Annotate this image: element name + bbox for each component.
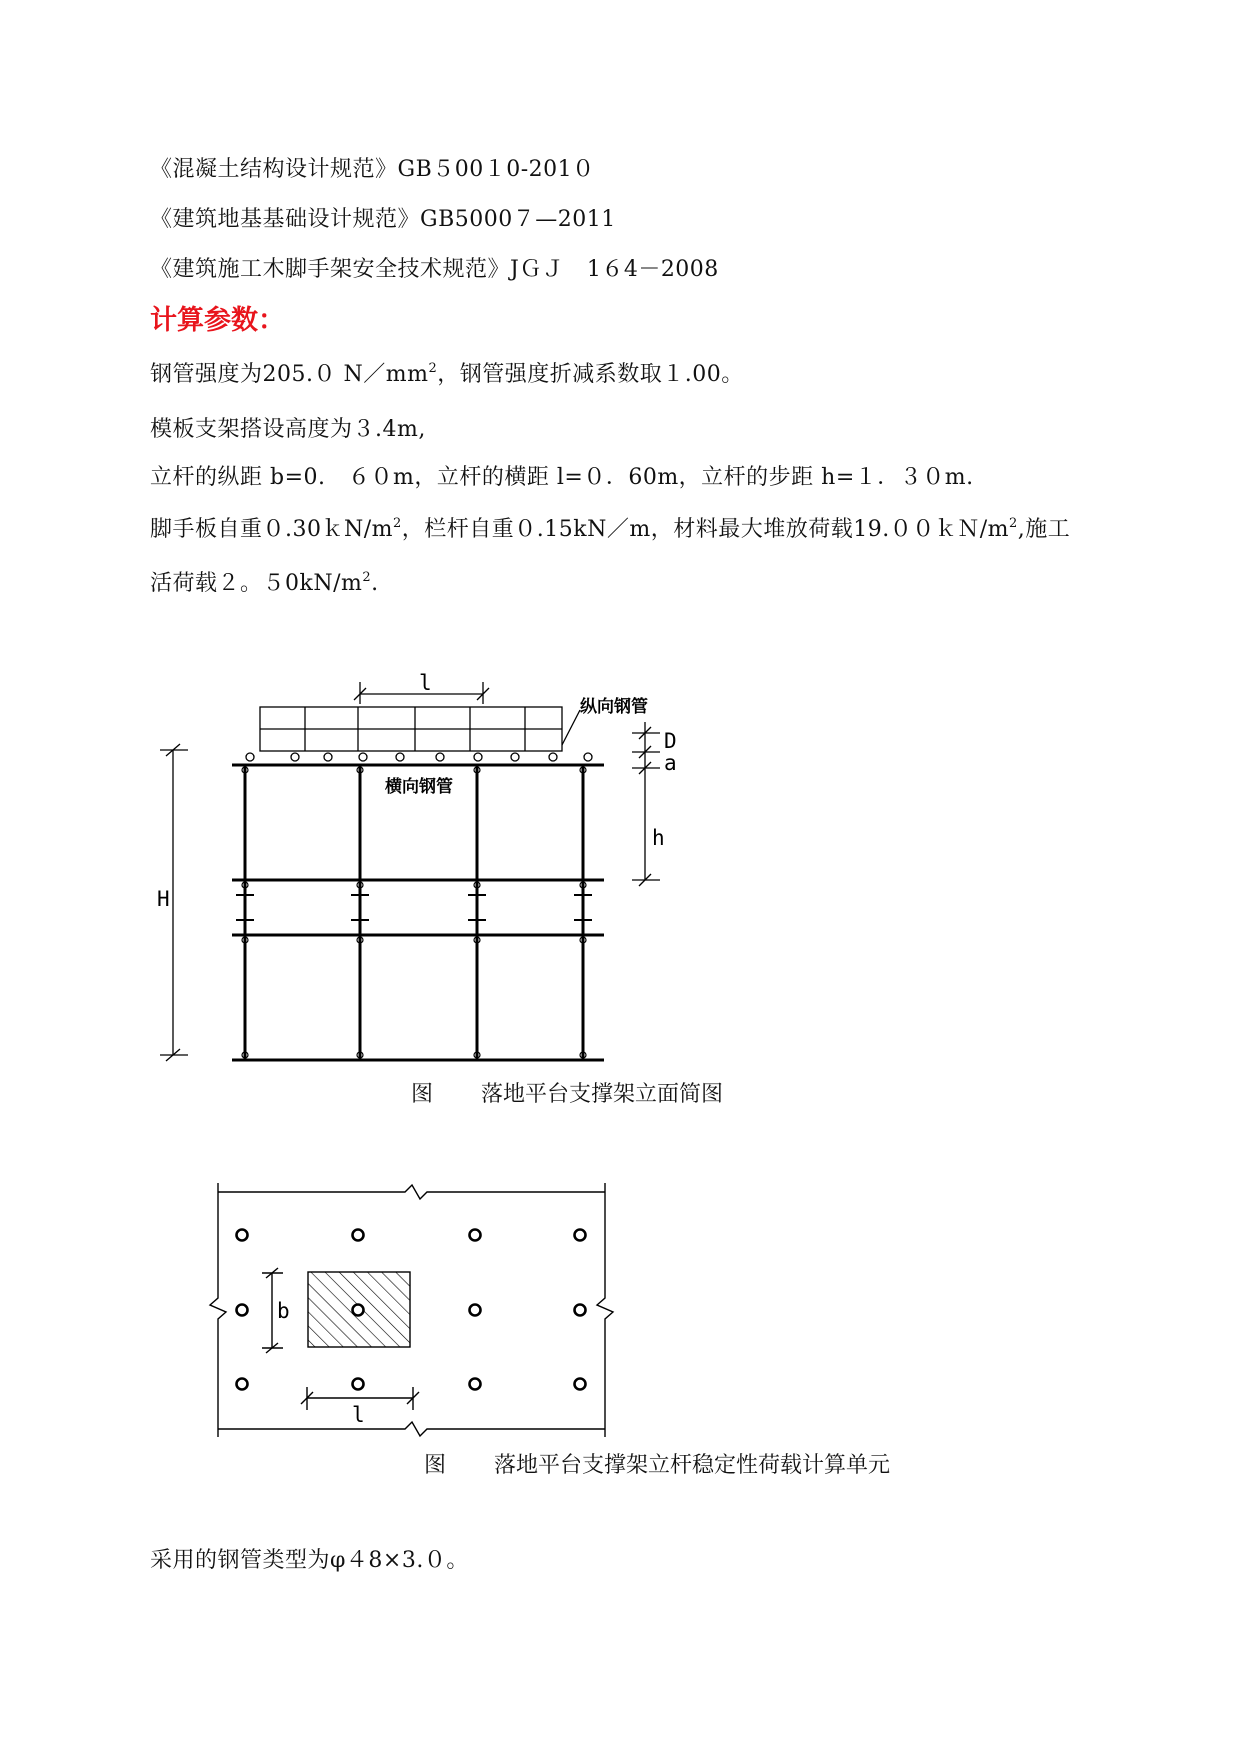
- vertical-poles: [245, 765, 583, 1060]
- reference-1: 《混凝土结构设计规范》GB５00１0-201０: [150, 157, 595, 182]
- figure2-caption: 图 落地平台支撑架立杆稳定性荷载计算单元: [424, 1453, 891, 1478]
- platform-boards: [260, 707, 562, 751]
- figure1-elevation: [160, 682, 660, 1061]
- fig2-label-b: b: [277, 1299, 290, 1323]
- longitudinal-tubes: [246, 753, 592, 761]
- horizontal-ledgers: [232, 880, 604, 1060]
- fig2-label-l: l: [352, 1403, 365, 1427]
- fig1-label-h: h: [652, 826, 665, 850]
- param-line-5: 活荷载２。$50kN/m^2$.: [150, 570, 379, 596]
- fig1-label-H: H: [157, 887, 170, 911]
- joint-markers: [242, 767, 586, 1058]
- param-line-3: 立杆的纵距 b=0. ６０m，立杆的横距 l=０．60m，立杆的步距 h=１．３０m.: [150, 465, 974, 490]
- dim-right: [632, 722, 660, 886]
- fig1-label-l: l: [419, 671, 432, 695]
- figure2-plan: [210, 1183, 613, 1437]
- reference-3: 《建筑施工木脚手架安全技术规范》JＧＪ 1６4－2008: [150, 257, 719, 282]
- param-line-1: 钢管强度为205.０ $N/mm^2$，钢管强度折减系数取１.00。: [150, 361, 744, 387]
- fig1-label-a: a: [664, 751, 677, 775]
- param-line-2: 模板支架搭设高度为３.4m,: [150, 417, 426, 442]
- reference-2: 《建筑地基基础设计规范》GB5000７—2011: [150, 207, 616, 232]
- fig1-label-longitudinal: 纵向钢管: [580, 697, 648, 717]
- params-heading: 计算参数：: [150, 305, 285, 336]
- fig1-label-D: D: [664, 729, 677, 753]
- footer-line: 采用的钢管类型为φ４8×3.０。: [150, 1548, 469, 1573]
- fig1-label-transverse: 横向钢管: [385, 777, 453, 797]
- param-line-4: 脚手板自重$0.30kN/m^2$，栏杆自重０.15kN／m，材料最大堆放荷载$19.00kN/m^2$,施工: [150, 516, 1071, 542]
- figure1-caption: 图 落地平台支撑架立面简图: [411, 1082, 724, 1107]
- adjustable-brackets: [236, 895, 592, 920]
